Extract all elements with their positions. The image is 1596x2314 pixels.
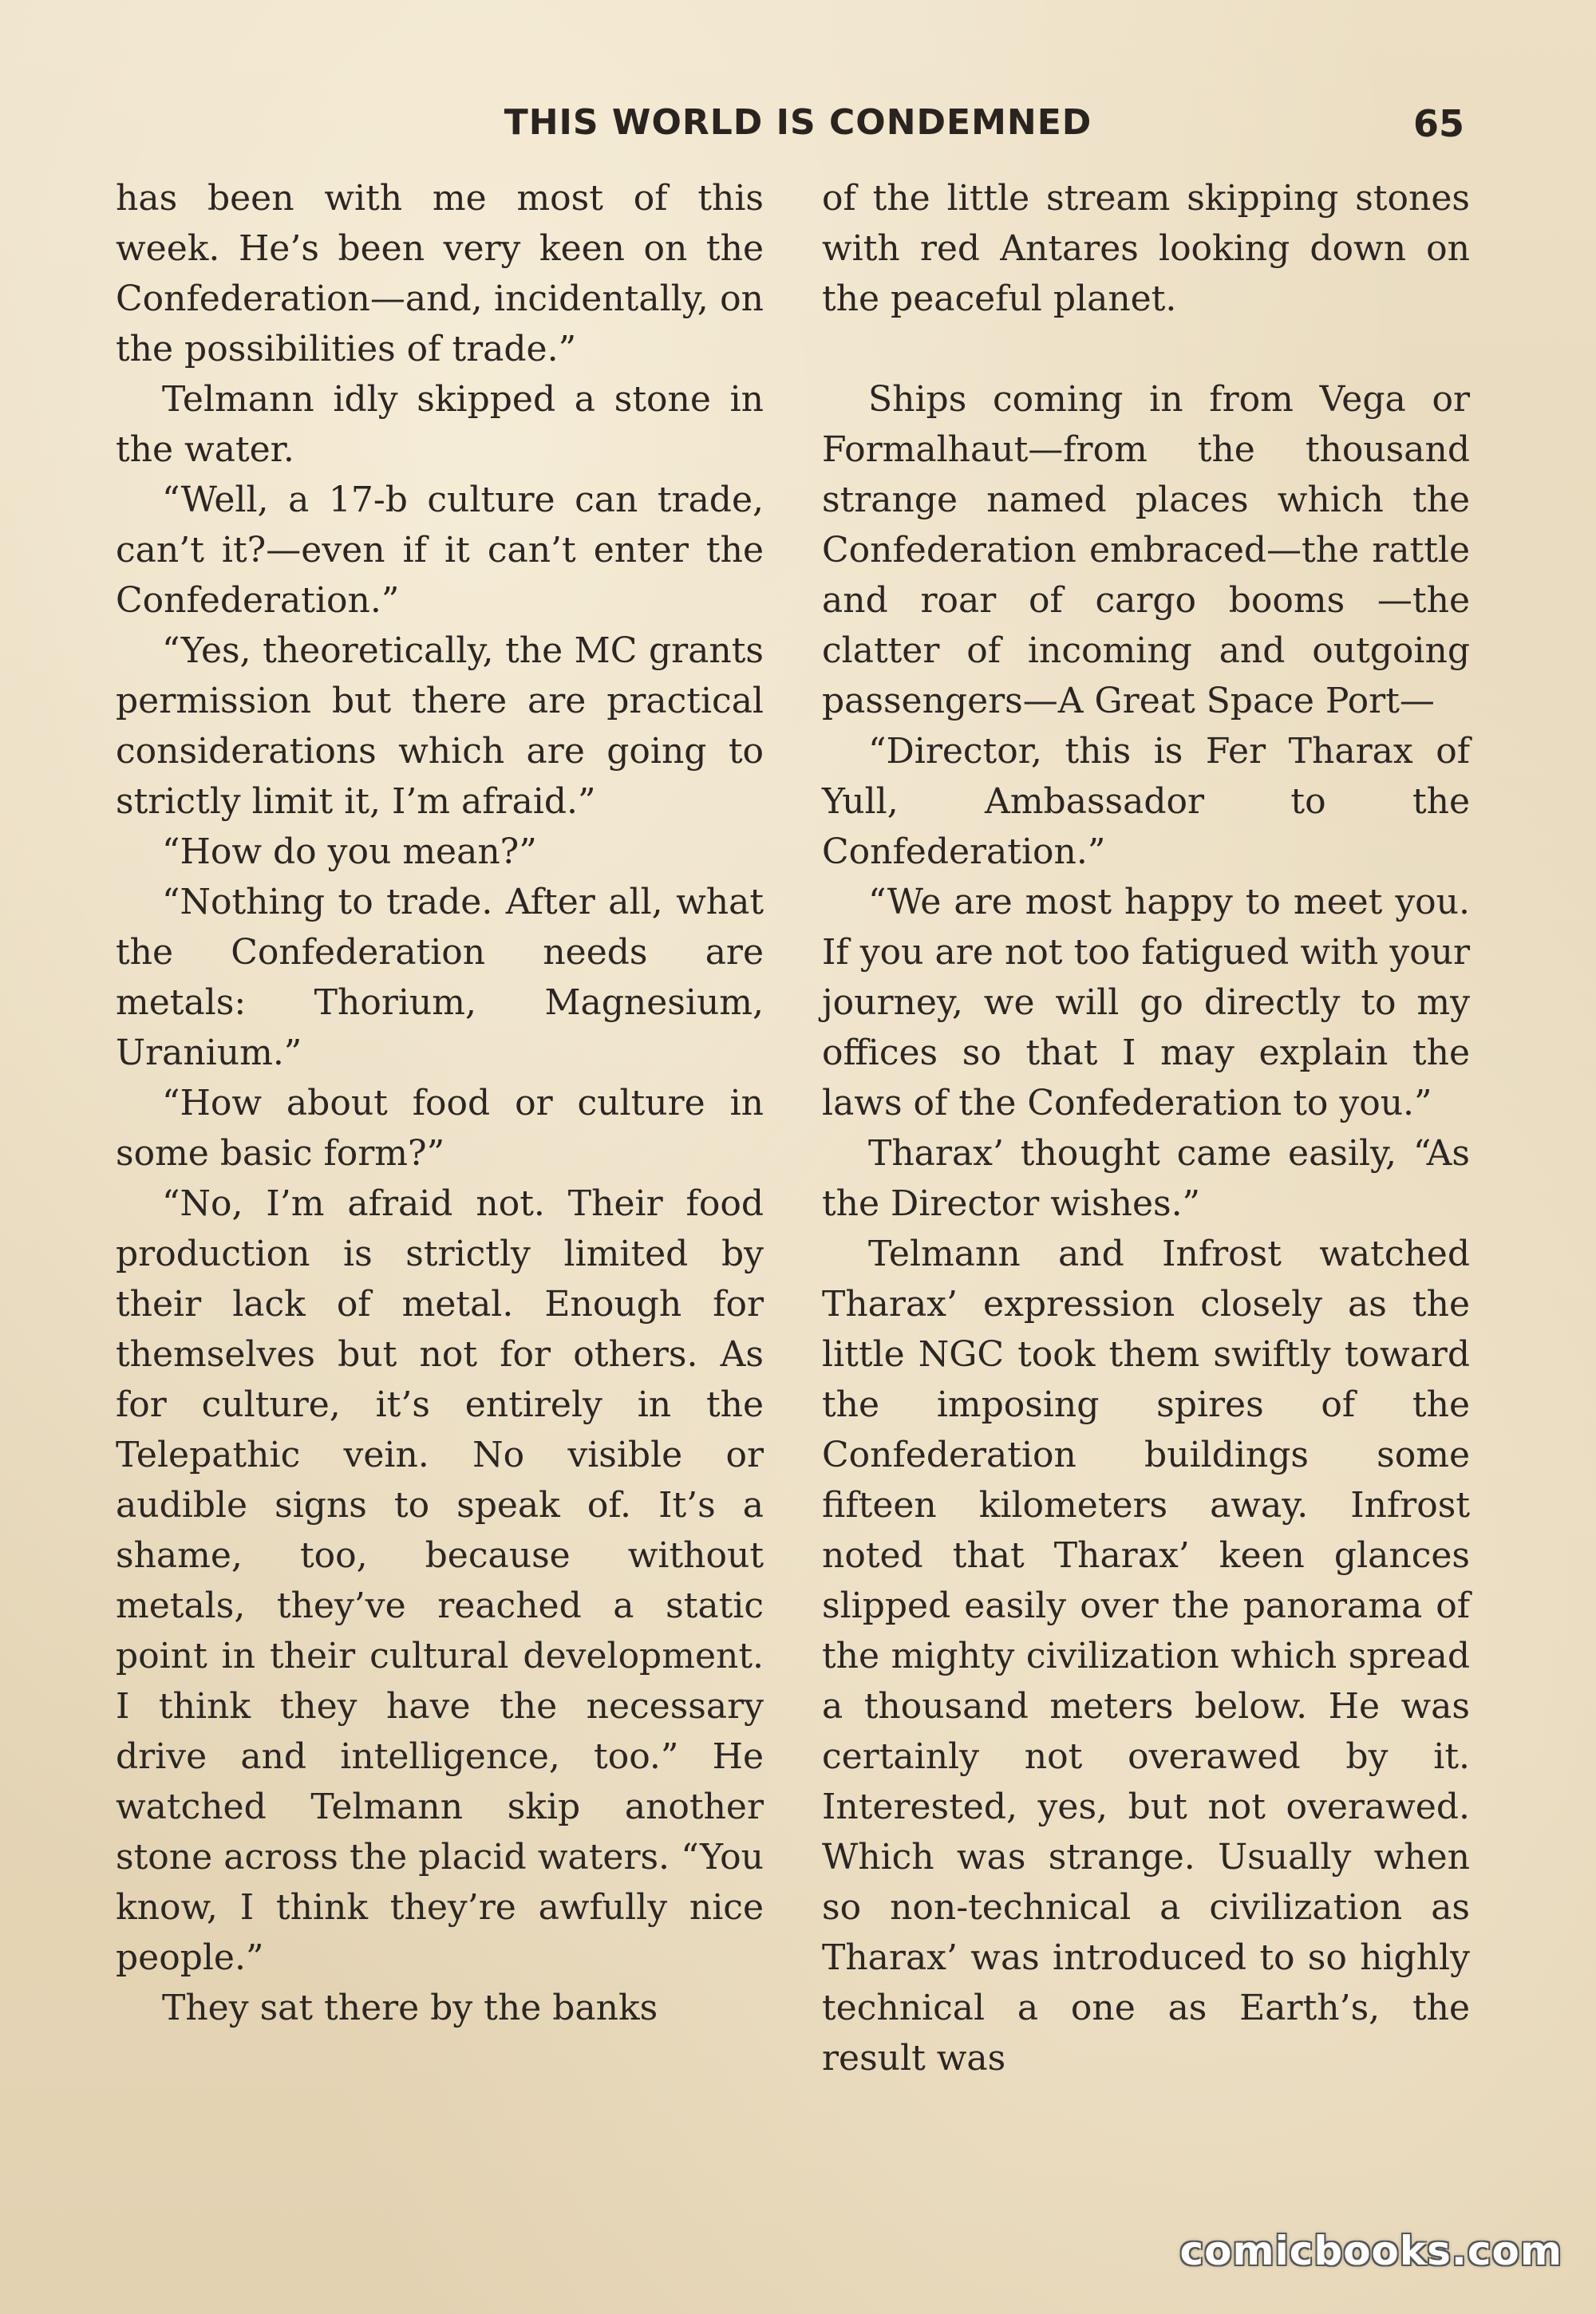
paragraph: “No, I’m afraid not. Their food production is strictly limited by their lack of metal. Enough for themselves but not for others. As for culture, it’s entirely in the Telepathic vein. No visible or audible signs to speak of. It’s a shame, too, because without metals, they’ve reached a static point in their cultural development. I think they have the necessary drive and intelligence, too.” He watched Telmann skip another stone across the placid waters. “You know, I think they’re awfully nice people.”: [116, 1183, 764, 1978]
right-column: [822, 173, 1470, 2083]
paragraph: has been with me most of this week. He’s been very keen on the Confederation—and, incidentally, on the possibilities of trade.”: [116, 178, 764, 369]
paragraph: Tharax’ thought came easily, “As the Director wishes.”: [822, 1133, 1470, 1224]
paragraph: Telmann idly skipped a stone in the water.: [116, 379, 764, 470]
paragraph: “Nothing to trade. After all, what the Confederation needs are metals: Thorium, Magnesium, Uranium.”: [116, 882, 764, 1073]
paragraph: “How about food or culture in some basic form?”: [116, 1083, 764, 1174]
paragraph: Telmann and Infrost watched Tharax’ expression closely as the little NGC took them swiftly toward the imposing spires of the Confederation buildings some fifteen kilometers away. Infrost noted that Tharax’ keen glances slipped easily over the panorama of the mighty civilization which spread a thousand meters below. He was certainly not overawed by it. Interested, yes, but not overawed. Which was strange. Usually when so non-technical a civilization as Tharax’ was introduced to so highly technical a one as Earth’s, the result was: [822, 1234, 1470, 2079]
paragraph: “We are most happy to meet you. If you are not too fatigued with your journey, we will go directly to my offices so that I may explain the laws of the Confederation to you.”: [822, 882, 1470, 1123]
page-number: 65: [1412, 102, 1464, 145]
paragraph: “Well, a 17-b culture can trade, can’t it?—even if it can’t enter the Confederation.”: [116, 480, 764, 621]
paragraph: Ships coming in from Vega or Formalhaut—from the thousand strange named places which the Confederation embraced—the rattle and roar of cargo booms —the clatter of incoming and outgoing passengers—A Great Space Port—: [822, 379, 1470, 721]
running-title: THIS WORLD IS CONDEMNED: [504, 102, 1092, 143]
watermark: comicbooks.com: [1179, 2228, 1562, 2274]
paragraph: of the little stream skipping stones with red Antares looking down on the peaceful planet.: [822, 178, 1470, 319]
running-head: [0, 102, 1596, 150]
paragraph: “Yes, theoretically, the MC grants permission but there are practical considerations which are going to strictly limit it, I’m afraid.”: [116, 630, 764, 822]
paragraph: They sat there by the banks: [162, 1988, 658, 2028]
paragraph: “Director, this is Fer Tharax of Yull, Ambassador to the Confederation.”: [822, 731, 1470, 872]
paragraph: “How do you mean?”: [162, 831, 537, 872]
left-column: [116, 173, 764, 2033]
